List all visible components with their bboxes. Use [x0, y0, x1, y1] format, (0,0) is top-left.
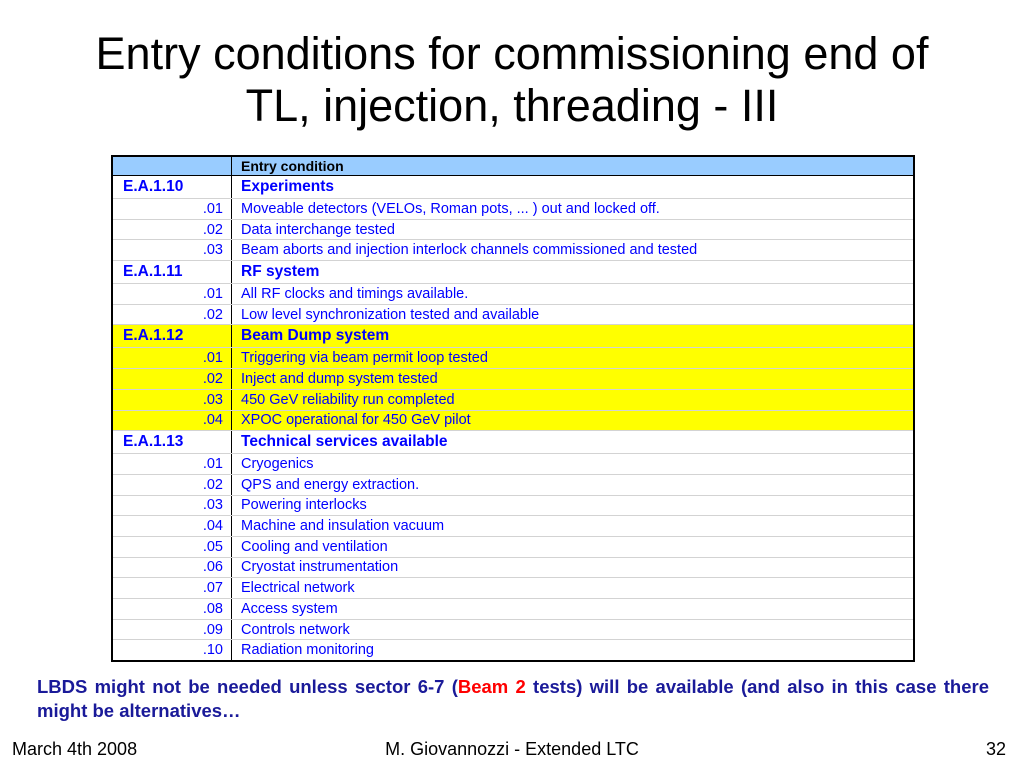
item-number: .01	[113, 348, 232, 369]
table-row	[113, 348, 913, 369]
table-row	[113, 516, 913, 537]
footer-date: March 4th 2008	[12, 739, 138, 759]
item-number: .02	[113, 474, 232, 495]
table-row	[113, 240, 913, 261]
group-code: E.A.1.10	[113, 176, 232, 199]
table-header-row	[113, 157, 913, 176]
table-row	[113, 199, 913, 220]
note-text-2: tests) will be available (and also in this case there might be alternatives…	[37, 676, 989, 721]
table-row	[113, 536, 913, 557]
item-number: .04	[113, 516, 232, 537]
item-number: .04	[113, 410, 232, 431]
table-row	[113, 284, 913, 305]
item-number: .03	[113, 495, 232, 516]
lbds-note	[37, 675, 989, 723]
group-name: Experiments	[232, 176, 914, 199]
item-text: XPOC operational for 450 GeV pilot	[232, 410, 914, 431]
item-text: 450 GeV reliability run completed	[232, 389, 914, 410]
table-group-row	[113, 325, 913, 348]
item-text: Cooling and ventilation	[232, 536, 914, 557]
group-code: E.A.1.11	[113, 261, 232, 284]
item-number: .10	[113, 640, 232, 660]
table-row	[113, 599, 913, 620]
table-group-row	[113, 261, 913, 284]
group-name: Technical services available	[232, 431, 914, 454]
item-number: .07	[113, 578, 232, 599]
note-text-1: LBDS might not be needed unless sector 6-7 (	[37, 676, 458, 697]
footer-page-number: 32	[985, 739, 1006, 759]
item-number: .06	[113, 557, 232, 578]
table-row	[113, 389, 913, 410]
table-row	[113, 369, 913, 390]
item-number: .03	[113, 240, 232, 261]
item-number: .03	[113, 389, 232, 410]
group-code: E.A.1.12	[113, 325, 232, 348]
table-row	[113, 410, 913, 431]
table-group-row	[113, 176, 913, 199]
group-name: Beam Dump system	[232, 325, 914, 348]
group-name: RF system	[232, 261, 914, 284]
item-number: .08	[113, 599, 232, 620]
table-group-row	[113, 431, 913, 454]
group-code: E.A.1.13	[113, 431, 232, 454]
item-number: .02	[113, 304, 232, 325]
table-row	[113, 578, 913, 599]
table-row	[113, 304, 913, 325]
note-beam-highlight: Beam 2	[457, 676, 526, 697]
header-code-cell	[113, 157, 232, 176]
item-text: Inject and dump system tested	[232, 369, 914, 390]
table-row	[113, 557, 913, 578]
item-number: .09	[113, 619, 232, 640]
table-row	[113, 474, 913, 495]
item-text: All RF clocks and timings available.	[232, 284, 914, 305]
item-number: .05	[113, 536, 232, 557]
item-number: .01	[113, 284, 232, 305]
item-number: .02	[113, 369, 232, 390]
table-row	[113, 219, 913, 240]
item-text: Powering interlocks	[232, 495, 914, 516]
item-text: Low level synchronization tested and available	[232, 304, 914, 325]
item-text: Electrical network	[232, 578, 914, 599]
item-text: Access system	[232, 599, 914, 620]
item-text: Radiation monitoring	[241, 642, 374, 659]
table-row	[113, 640, 913, 660]
slide-title-line-2: TL, injection, threading - III	[245, 80, 779, 131]
item-text: Cryogenics	[232, 454, 914, 475]
item-text: Beam aborts and injection interlock channels commissioned and tested	[232, 240, 914, 261]
header-entry-condition: Entry condition	[232, 157, 914, 176]
item-number: .02	[113, 219, 232, 240]
item-text: Machine and insulation vacuum	[232, 516, 914, 537]
item-number: .01	[113, 199, 232, 220]
item-text: Moveable detectors (VELOs, Roman pots, ... ) out and locked off.	[232, 199, 914, 220]
table-row	[113, 495, 913, 516]
item-text: Cryostat instrumentation	[232, 557, 914, 578]
slide-title	[0, 28, 1024, 132]
table-row	[113, 619, 913, 640]
footer-author: M. Giovannozzi - Extended LTC	[385, 739, 639, 759]
slide-title-line-1: Entry conditions for commissioning end of	[95, 28, 929, 79]
table-row	[113, 454, 913, 475]
item-text: Controls network	[232, 619, 914, 640]
item-text: Data interchange tested	[232, 219, 914, 240]
item-text: Triggering via beam permit loop tested	[232, 348, 914, 369]
item-number: .01	[113, 454, 232, 475]
entry-conditions-table	[111, 155, 915, 662]
item-text: QPS and energy extraction.	[232, 474, 914, 495]
